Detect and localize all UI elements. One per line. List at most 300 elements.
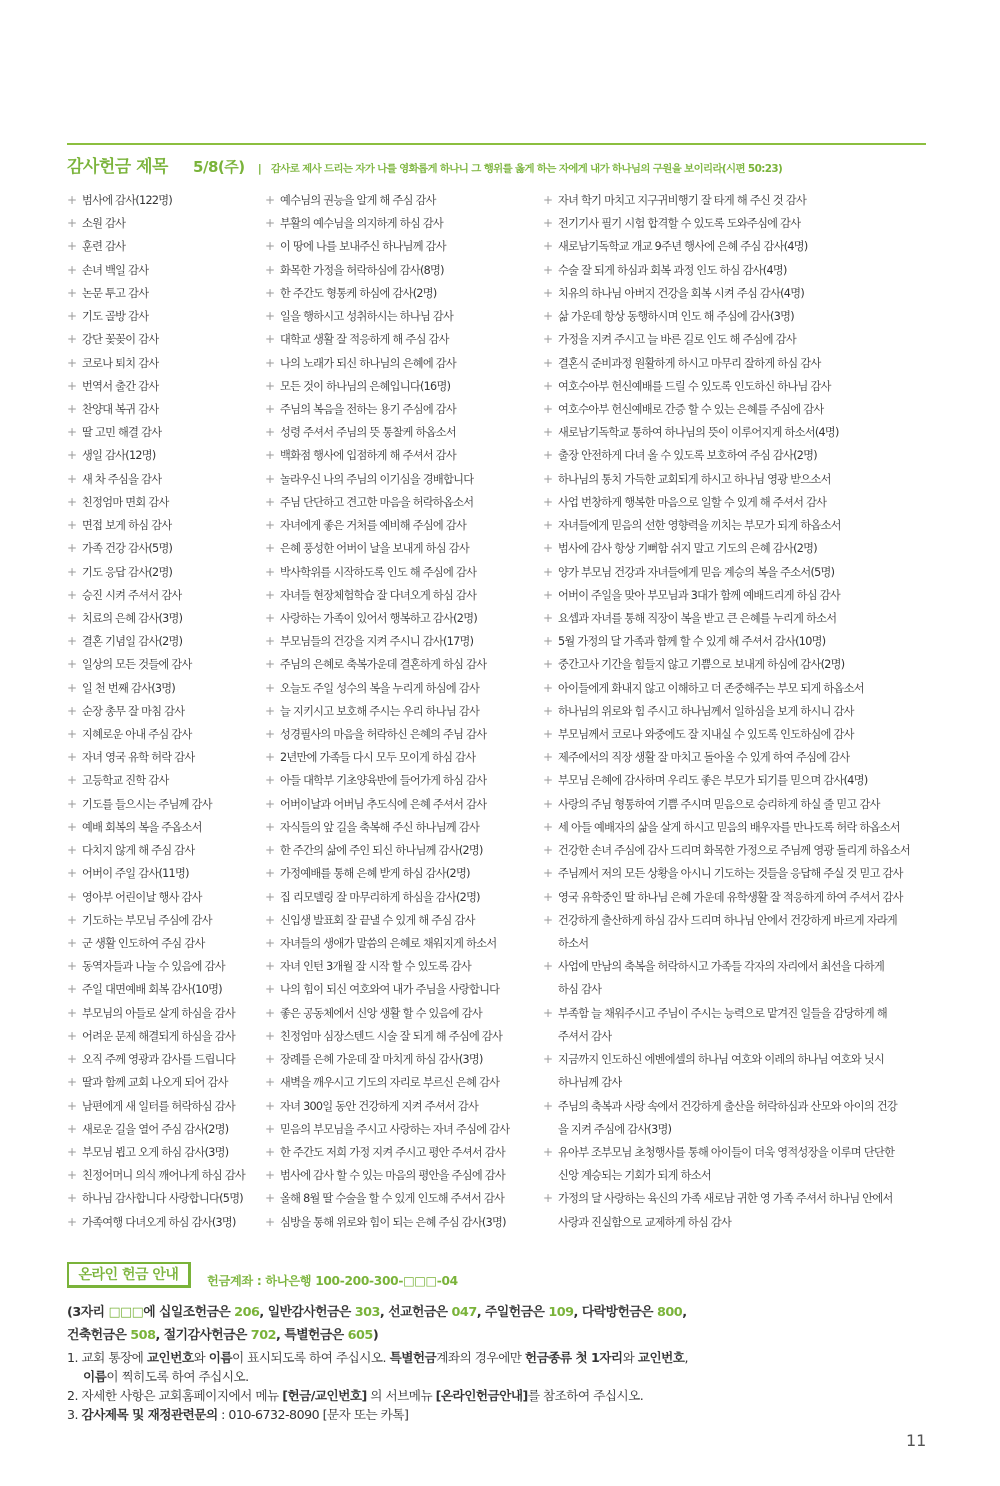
plus-icon: +	[265, 1144, 275, 1159]
list-item-text: 자녀들 현장체험학습 잘 다녀오게 하심 감사	[280, 588, 477, 602]
list-item	[543, 816, 938, 839]
text-run: 교인번호	[637, 1350, 685, 1365]
list-item	[265, 746, 537, 769]
plus-icon: +	[543, 471, 553, 486]
list-item	[543, 491, 938, 514]
text-run: 의 서브메뉴	[366, 1388, 436, 1403]
list-item-text: 고등학교 진학 감사	[82, 774, 169, 788]
list-item	[265, 1187, 537, 1210]
plus-icon: +	[543, 657, 553, 672]
text-run: 계좌의 경우에만	[436, 1350, 525, 1365]
list-item	[67, 932, 257, 955]
list-item-text: 어버이 주일 감사(11명)	[82, 867, 189, 881]
plus-icon: +	[67, 193, 77, 207]
list-item-text: 치료의 은혜 감사(3명)	[82, 611, 183, 625]
plus-icon: +	[543, 843, 553, 858]
list-item	[543, 421, 938, 444]
plus-icon: +	[543, 239, 553, 254]
list-item-text: 범사에 감사 항상 기뻐함 쉬지 말고 기도의 은혜 감사(2명)	[558, 542, 817, 556]
list-item-text: 친정엄마 면회 감사	[82, 495, 169, 509]
list-item-text: 일 천 번째 감사(3명)	[82, 681, 176, 695]
text-run: 와	[193, 1350, 209, 1365]
online-offering-box	[67, 1262, 191, 1288]
plus-icon: +	[543, 541, 553, 556]
list-item	[265, 862, 537, 885]
list-item	[265, 398, 537, 421]
list-item	[265, 909, 537, 932]
list-item	[265, 282, 537, 305]
plus-icon: +	[67, 1168, 77, 1183]
plus-icon: +	[543, 796, 553, 811]
list-item	[265, 607, 537, 630]
plus-icon: +	[67, 587, 77, 602]
header-separator: |	[257, 162, 262, 175]
plus-icon: +	[67, 773, 77, 788]
list-item	[265, 700, 537, 723]
plus-icon: +	[265, 471, 275, 486]
list-item-text: 새 차 주심을 감사	[82, 472, 162, 486]
list-item-text: 집 리모델링 잘 마무리하게 하심을 감사(2명)	[280, 890, 480, 904]
plus-icon: +	[67, 1144, 77, 1159]
plus-icon: +	[543, 1052, 553, 1067]
list-item-text: 믿음의 부모님을 주시고 사랑하는 자녀 주심에 감사	[280, 1122, 510, 1136]
list-item-text: 성경필사의 마음을 허락하신 은혜의 주님 감사	[280, 728, 487, 742]
plus-icon: +	[67, 309, 77, 324]
plus-icon: +	[543, 773, 553, 788]
list-item	[67, 630, 257, 653]
list-item	[543, 259, 938, 282]
text-run: 이 찍히도록 하여 주십시오.	[106, 1369, 249, 1384]
list-item-text: 기도를 들으시는 주님께 감사	[82, 797, 212, 811]
list-item	[543, 793, 938, 816]
text-run: 이 표시되도록 하여 주십시오.	[232, 1350, 390, 1365]
list-item-text: 성령 주셔서 주님의 뜻 통찰케 하옵소서	[280, 426, 456, 440]
text-run: (3자리	[67, 1305, 109, 1320]
list-item-text: 주님의 은혜로 축복가운데 결혼하게 하심 감사	[280, 658, 487, 672]
list-item	[67, 212, 257, 235]
thanks-list-column-3	[543, 189, 938, 1234]
list-item-text: 을 지켜 주심에 감사(3명)	[558, 1122, 672, 1136]
list-item	[67, 421, 257, 444]
list-item	[67, 537, 257, 560]
list-item-text: 5월 가정의 달 가족과 함께 할 수 있게 해 주셔서 감사(10명)	[558, 635, 826, 649]
list-item	[67, 1048, 257, 1071]
list-item	[265, 653, 537, 676]
list-item-text: 건강한 손녀 주심에 감사 드리며 화목한 가정으로 주님께 영광 돌리게 하옵소서	[558, 844, 910, 858]
list-item-text: 지혜로운 아내 주심 감사	[82, 728, 192, 742]
plus-icon: +	[265, 216, 275, 231]
list-item-text: 강단 꽃꽂이 감사	[82, 333, 159, 347]
plus-icon: +	[67, 1191, 77, 1206]
plus-icon: +	[543, 193, 553, 207]
list-item	[543, 1002, 938, 1025]
list-item-text: 신앙 계승되는 기회가 되게 하소서	[558, 1169, 711, 1183]
list-item-text: 승진 시켜 주셔서 감사	[82, 588, 182, 602]
list-item-text: 하나님께 감사	[558, 1076, 622, 1090]
list-item	[67, 746, 257, 769]
text-run: )	[372, 1328, 379, 1343]
list-item-text: 주님께서 저의 모든 상황을 아시니 기도하는 것들을 응답해 주실 것 믿고 감사	[558, 867, 903, 881]
list-item-text: 일상의 모든 것들에 감사	[82, 658, 192, 672]
plus-icon: +	[543, 216, 553, 231]
list-item-text: 한 주간도 저희 가정 지켜 주시고 평안 주셔서 감사	[280, 1145, 505, 1159]
list-item	[67, 305, 257, 328]
plus-icon: +	[543, 959, 553, 974]
plus-icon: +	[543, 355, 553, 370]
list-item-text: 범사에 감사 할 수 있는 마음의 평안을 주심에 감사	[280, 1169, 505, 1183]
plus-icon: +	[265, 866, 275, 881]
list-item-text: 어버이날과 어버님 추도식에 은혜 주셔서 감사	[280, 797, 487, 811]
list-item	[67, 444, 257, 467]
list-item	[543, 886, 938, 909]
plus-icon: +	[265, 239, 275, 254]
list-item-text: 새벽을 깨우시고 기도의 자리로 부르신 은혜 감사	[280, 1076, 500, 1090]
note-line	[67, 1348, 947, 1367]
list-item	[67, 816, 257, 839]
top-divider	[67, 143, 926, 145]
list-item	[67, 1187, 257, 1210]
list-item	[543, 1118, 938, 1141]
list-item	[543, 235, 938, 258]
list-item	[67, 700, 257, 723]
plus-icon: +	[67, 959, 77, 974]
list-item-text: 가족 건강 감사(5명)	[82, 542, 173, 556]
list-item-text: 영아부 어린이날 행사 감사	[82, 890, 202, 904]
list-item	[543, 839, 938, 862]
list-item-text: 군 생활 인도하여 주심 감사	[82, 937, 205, 950]
list-item-text: 박사학위를 시작하도록 인도 해 주심에 감사	[280, 565, 477, 579]
list-item-text: 예배 회복의 복을 주옵소서	[82, 820, 202, 834]
list-item	[67, 235, 257, 258]
list-item	[265, 677, 537, 700]
text-run: 206	[234, 1305, 260, 1320]
section-date: 5/8(주)	[193, 158, 245, 176]
list-item	[543, 1025, 938, 1048]
note-line	[67, 1367, 947, 1386]
plus-icon: +	[67, 634, 77, 649]
thanks-list-column-1	[67, 189, 257, 1234]
text-run: 2. 자세한 사항은 교회홈페이지에서 메뉴	[67, 1388, 283, 1403]
list-item	[67, 189, 257, 212]
list-item-text: 새로남기독학교 개교 9주년 행사에 은혜 주심 감사(4명)	[558, 240, 808, 254]
list-item	[543, 537, 938, 560]
plus-icon: +	[543, 262, 553, 277]
plus-icon: +	[67, 1028, 77, 1043]
text-run: [헌금/교인번호]	[282, 1388, 367, 1403]
text-run: □□□	[108, 1305, 144, 1320]
list-item-text: 가족여행 다녀오게 하심 감사(3명)	[82, 1215, 236, 1229]
plus-icon: +	[265, 401, 275, 416]
plus-icon: +	[67, 727, 77, 742]
list-item-text: 소원 감사	[82, 217, 126, 231]
list-item-text: 양가 부모님 건강과 자녀들에게 믿음 계승의 복을 주소서(5명)	[558, 565, 835, 579]
plus-icon: +	[67, 216, 77, 231]
list-item-text: 범사에 감사(122명)	[82, 194, 173, 207]
plus-icon: +	[67, 936, 77, 950]
list-item-text: 가정예배를 통해 은혜 받게 하심 감사(2명)	[280, 867, 470, 881]
note-line	[67, 1405, 947, 1424]
list-item	[265, 1002, 537, 1025]
plus-icon: +	[67, 541, 77, 556]
text-run: 1. 교회 통장에	[67, 1350, 147, 1365]
list-item-text: 훈련 감사	[82, 240, 126, 254]
list-item-text: 은혜 풍성한 어버이 날을 보내게 하심 감사	[280, 542, 469, 556]
list-item-text: 코로나 퇴치 감사	[82, 356, 159, 370]
list-item	[543, 375, 938, 398]
plus-icon: +	[67, 889, 77, 904]
list-item-text: 하소서	[558, 937, 589, 950]
list-item	[543, 723, 938, 746]
offering-codes-line-2	[67, 1324, 947, 1347]
text-run: 건축헌금은	[67, 1328, 131, 1343]
plus-icon: +	[543, 912, 553, 927]
list-item-text: 주님의 축복과 사랑 속에서 건강하게 출산을 허락하심과 산모와 아이의 건강	[558, 1099, 898, 1113]
list-item	[543, 700, 938, 723]
offering-codes-line-1	[67, 1301, 947, 1324]
text-run: 와	[622, 1350, 638, 1365]
list-item	[265, 468, 537, 491]
plus-icon: +	[543, 889, 553, 904]
list-item	[67, 1141, 257, 1164]
list-item-text: 건강하게 출산하게 하심 감사 드리며 하나님 안에서 건강하게 바르게 자라게	[558, 913, 898, 927]
plus-icon: +	[543, 587, 553, 602]
list-item	[543, 1095, 938, 1118]
offering-notes	[67, 1348, 947, 1424]
plus-icon: +	[265, 309, 275, 324]
list-item	[67, 1002, 257, 1025]
text-run: 교인번호	[146, 1350, 194, 1365]
list-item-text: 어려운 문제 해결되게 하심을 감사	[82, 1029, 235, 1043]
list-item-text: 자녀 영국 유학 허락 감사	[82, 751, 195, 765]
list-item-text: 번역서 출간 감사	[82, 379, 159, 393]
list-item-text: 친정어머니 의식 깨어나게 하심 감사	[82, 1169, 246, 1183]
plus-icon: +	[67, 285, 77, 300]
list-item	[265, 886, 537, 909]
plus-icon: +	[67, 1098, 77, 1113]
list-item-text: 수술 잘 되게 하심과 회복 과정 인도 하심 감사(4명)	[558, 263, 787, 277]
plus-icon: +	[543, 518, 553, 533]
list-item	[543, 212, 938, 235]
list-item-text: 사랑과 진실함으로 교제하게 하심 감사	[558, 1215, 732, 1229]
list-item	[543, 653, 938, 676]
list-item	[543, 444, 938, 467]
list-item	[265, 1141, 537, 1164]
list-item	[67, 723, 257, 746]
plus-icon: +	[67, 401, 77, 416]
list-item	[543, 932, 938, 955]
list-item	[265, 1118, 537, 1141]
text-run: 헌금종류 첫 1자리	[524, 1350, 623, 1365]
list-item	[67, 653, 257, 676]
list-item	[543, 769, 938, 792]
plus-icon: +	[265, 1121, 275, 1136]
list-item-text: 2년만에 가족들 다시 모두 모이게 하심 감사	[280, 751, 476, 765]
list-item	[67, 561, 257, 584]
list-item-text: 삶 가운데 항상 동행하시며 인도 해 주심에 감사(3명)	[558, 310, 794, 324]
list-item	[67, 1211, 257, 1234]
plus-icon: +	[265, 912, 275, 927]
list-item	[265, 444, 537, 467]
plus-icon: +	[265, 1168, 275, 1183]
list-item	[543, 630, 938, 653]
list-item-text: 주셔서 감사	[558, 1029, 612, 1043]
list-item-text: 중간고사 기간을 힘들지 않고 기쁨으로 보내게 하심에 감사(2명)	[558, 658, 845, 672]
plus-icon: +	[67, 982, 77, 997]
list-item	[265, 793, 537, 816]
plus-icon: +	[265, 657, 275, 672]
list-item	[67, 909, 257, 932]
list-item-text: 예수님의 권능을 알게 해 주심 감사	[280, 194, 436, 207]
list-item-text: 지금까지 인도하신 에벤에셀의 하나님 여호와 이레의 하나님 여호와 닛시	[558, 1053, 885, 1067]
text-run: 800	[657, 1305, 683, 1320]
list-item-text: 결혼식 준비과정 원활하게 하시고 마무리 잘하게 하심 감사	[558, 356, 821, 370]
list-item-text: 친정엄마 심장스텐드 시술 잘 되게 해 주심에 감사	[280, 1029, 503, 1043]
list-item-text: 새로운 길을 열어 주심 감사(2명)	[82, 1122, 229, 1136]
list-item-text: 자녀에게 좋은 거처를 예비해 주심에 감사	[280, 519, 467, 533]
list-item-text: 세 아들 예배자의 삶을 살게 하시고 믿음의 배우자를 만나도록 허락 하옵소서	[558, 820, 900, 834]
list-item	[265, 514, 537, 537]
list-item	[543, 282, 938, 305]
plus-icon: +	[67, 680, 77, 695]
list-item-text: 다치지 않게 해 주심 감사	[82, 844, 195, 858]
list-item	[543, 1164, 938, 1187]
list-item	[543, 468, 938, 491]
list-item-text: 치유의 하나님 아버지 건강을 회복 시켜 주심 감사(4명)	[558, 286, 804, 300]
list-item	[67, 955, 257, 978]
list-item-text: 사업 번창하게 행복한 마음으로 일할 수 있게 해 주셔서 감사	[558, 495, 827, 509]
list-item-text: 생일 감사(12명)	[82, 449, 156, 463]
list-item	[543, 352, 938, 375]
plus-icon: +	[265, 843, 275, 858]
list-item-text: 기도 골방 감사	[82, 310, 149, 324]
note-line	[67, 1386, 947, 1405]
text-run: 감사제목 및 재정관련문의	[81, 1407, 218, 1422]
plus-icon: +	[67, 703, 77, 718]
list-item	[265, 839, 537, 862]
plus-icon: +	[67, 518, 77, 533]
list-item	[543, 189, 938, 212]
list-item-text: 여호수아부 헌신예배로 간증 할 수 있는 은혜를 주심에 감사	[558, 402, 824, 416]
list-item-text: 아들 대학부 기초양육반에 들어가게 하심 감사	[280, 774, 487, 788]
list-item-text: 찬양대 복귀 감사	[82, 402, 159, 416]
plus-icon: +	[265, 819, 275, 834]
plus-icon: +	[265, 494, 275, 509]
list-item-text: 자녀들의 생애가 말씀의 은혜로 채워지게 하소서	[280, 937, 497, 950]
list-item-text: 여호수아부 헌신예배를 드릴 수 있도록 인도하신 하나님 감사	[558, 379, 831, 393]
section-title: 감사헌금 제목	[67, 157, 168, 177]
list-item-text: 오늘도 주일 성수의 복을 누리게 하심에 감사	[280, 681, 480, 695]
list-item-text: 부모님 은혜에 감사하며 우리도 좋은 부모가 되기를 믿으며 감사(4명)	[558, 774, 868, 788]
list-item	[67, 282, 257, 305]
list-item-text: 자녀들에게 믿음의 선한 영향력을 끼치는 부모가 되게 하옵소서	[558, 519, 841, 533]
list-item-text: 아이들에게 화내지 않고 이해하고 더 존중해주는 부모 되게 하옵소서	[558, 681, 864, 695]
text-run: 605	[347, 1328, 373, 1343]
list-item	[543, 398, 938, 421]
list-item-text: 사업에 만남의 축복을 허락하시고 가족들 각자의 자리에서 최선을 다하게	[558, 960, 885, 974]
list-item	[543, 1141, 938, 1164]
text-run: [온라인헌금안내]	[435, 1388, 528, 1403]
list-item-text: 백화점 행사에 입점하게 해 주셔서 감사	[280, 449, 456, 463]
list-item	[265, 491, 537, 514]
list-item	[543, 1187, 938, 1210]
plus-icon: +	[543, 1098, 553, 1113]
text-run: 특별헌금	[389, 1350, 437, 1365]
text-run: 047	[451, 1305, 477, 1320]
list-item-text: 출장 안전하게 다녀 올 수 있도록 보호하여 주심 감사(2명)	[558, 449, 817, 463]
plus-icon: +	[543, 564, 553, 579]
list-item	[67, 259, 257, 282]
plus-icon: +	[67, 448, 77, 463]
text-run: , 다락방헌금은	[573, 1305, 657, 1320]
list-item	[543, 955, 938, 978]
list-item-text: 새로남기독학교 통하여 하나님의 뜻이 이루어지게 하소서(4명)	[558, 426, 839, 440]
list-item	[543, 978, 938, 1001]
plus-icon: +	[67, 796, 77, 811]
plus-icon: +	[265, 680, 275, 695]
list-item	[543, 1048, 938, 1071]
list-item	[67, 375, 257, 398]
list-item-text: 영국 유학중인 딸 하나님 은혜 가운데 유학생활 잘 적응하게 하여 주셔서 감사	[558, 890, 903, 904]
list-item-text: 심방을 통해 위로와 힘이 되는 은혜 주심 감사(3명)	[280, 1215, 506, 1229]
text-run: 508	[130, 1328, 156, 1343]
list-item	[265, 816, 537, 839]
list-item	[265, 1025, 537, 1048]
list-item	[265, 305, 537, 328]
plus-icon: +	[543, 425, 553, 440]
list-item-text: 부모님 뵙고 오게 하심 감사(3명)	[82, 1145, 229, 1159]
list-item	[265, 955, 537, 978]
plus-icon: +	[543, 727, 553, 742]
plus-icon: +	[543, 494, 553, 509]
list-item	[543, 909, 938, 932]
plus-icon: +	[543, 819, 553, 834]
plus-icon: +	[543, 1191, 553, 1206]
list-item	[265, 537, 537, 560]
plus-icon: +	[265, 355, 275, 370]
plus-icon: +	[67, 564, 77, 579]
list-item-text: 주님 단단하고 견고한 마음을 허락하옵소서	[280, 495, 474, 509]
plus-icon: +	[67, 750, 77, 765]
plus-icon: +	[67, 378, 77, 393]
list-item-text: 일을 행하시고 성취하시는 하나님 감사	[280, 310, 454, 324]
list-item	[67, 398, 257, 421]
list-item	[543, 607, 938, 630]
plus-icon: +	[543, 634, 553, 649]
plus-icon: +	[67, 1005, 77, 1020]
list-item	[265, 1164, 537, 1187]
list-item-text: 이 땅에 나를 보내주신 하나님께 감사	[280, 240, 446, 254]
list-item	[265, 561, 537, 584]
list-item-text: 동역자들과 나눌 수 있음에 감사	[82, 960, 225, 974]
list-item	[265, 259, 537, 282]
text-run: 를 참조하여 주십시오.	[527, 1388, 644, 1403]
text-run: , 특별헌금은	[276, 1328, 348, 1343]
list-item-text: 딸 고민 해결 감사	[82, 426, 162, 440]
text-run: 에 십일조헌금은	[143, 1305, 235, 1320]
plus-icon: +	[265, 796, 275, 811]
plus-icon: +	[543, 750, 553, 765]
plus-icon: +	[543, 332, 553, 347]
list-item-text: 한 주간도 형통케 하심에 감사(2명)	[280, 286, 437, 300]
list-item	[265, 1095, 537, 1118]
list-item-text: 유아부 조부모님 초청행사를 통해 아이들이 더욱 영적성장을 이루며 단단한	[558, 1145, 895, 1159]
text-run: , 일반감사헌금은	[259, 1305, 355, 1320]
list-item-text: 요셉과 자녀를 통해 직장이 복을 받고 큰 은혜를 누리게 하소서	[558, 611, 837, 625]
list-item-text: 모든 것이 하나님의 은혜입니다(16명)	[280, 379, 451, 393]
plus-icon: +	[265, 703, 275, 718]
plus-icon: +	[67, 239, 77, 254]
list-item-text: 기도하는 부모님 주심에 감사	[82, 913, 212, 927]
